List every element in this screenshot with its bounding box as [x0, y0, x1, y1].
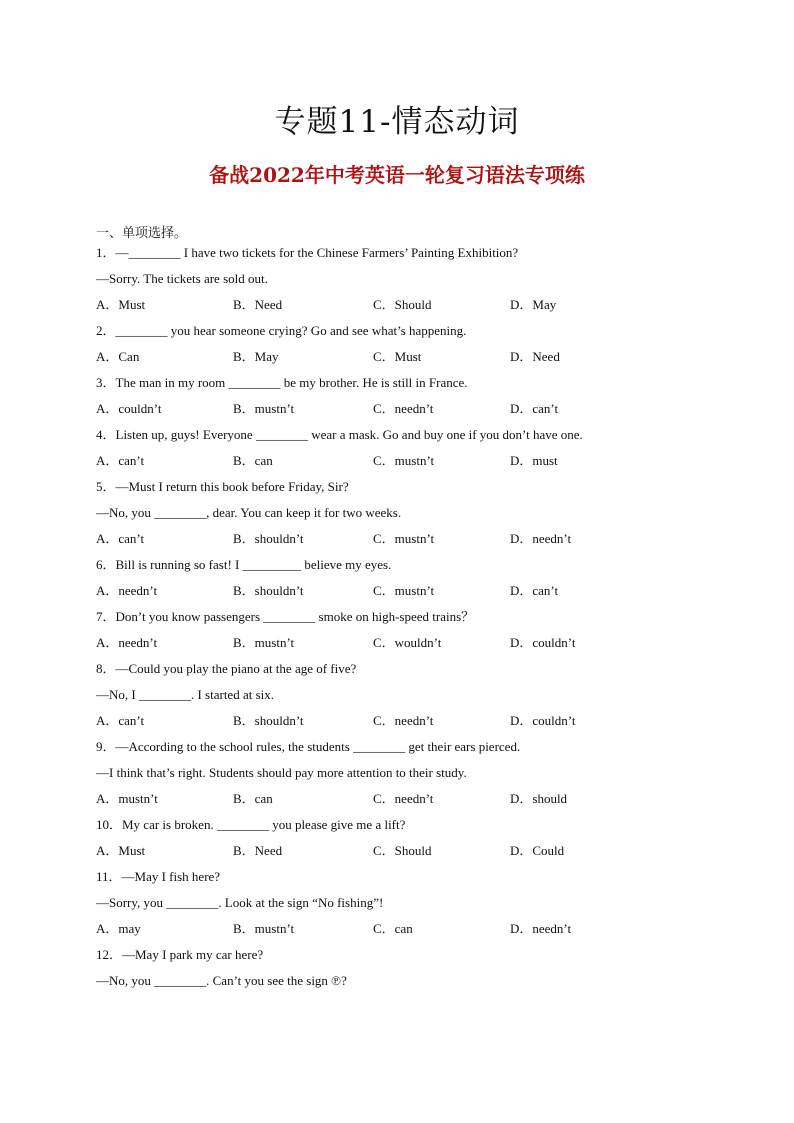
answer-option: B．shouldn’t [233, 531, 304, 546]
answer-options [96, 582, 716, 600]
answer-option: D．needn’t [510, 921, 572, 936]
answer-option: B．mustn’t [233, 635, 295, 650]
answer-option: D．can’t [510, 583, 559, 598]
answer-options [96, 348, 716, 366]
answer-option: C．mustn’t [373, 453, 435, 468]
question-item [96, 738, 716, 808]
answer-options [96, 452, 716, 470]
answer-option: C．needn’t [373, 401, 434, 416]
question-dialogue-line: —No, you ________, dear. You can keep it for two weeks. [96, 505, 402, 520]
question-item [96, 868, 716, 938]
answer-option: A．can’t [96, 453, 145, 468]
answer-options [96, 920, 716, 938]
question-text: 6．Bill is running so fast! I _________ believe my eyes. [96, 557, 392, 572]
answer-option: B．Need [233, 297, 283, 312]
answer-option: D．needn’t [510, 531, 572, 546]
answer-option: C．mustn’t [373, 531, 435, 546]
page-title: 专题11-情态动词 [274, 104, 520, 140]
answer-option: D．must [510, 453, 558, 468]
answer-option: A．Must [96, 843, 146, 858]
answer-option: A．may [96, 921, 141, 936]
question-item [96, 816, 716, 860]
answer-option: B．shouldn’t [233, 713, 304, 728]
question-item [96, 608, 716, 652]
question-item [96, 556, 716, 600]
question-text: 4．Listen up, guys! Everyone ________ wear a mask. Go and buy one if you don’t have one. [96, 427, 583, 442]
question-text: 9．—According to the school rules, the students ________ get their ears pierced. [96, 739, 521, 754]
question-text: 1．—________ I have two tickets for the Chinese Farmers’ Painting Exhibition? [96, 245, 519, 260]
answer-option: A．needn’t [96, 583, 158, 598]
answer-option: C．can [373, 921, 413, 936]
answer-option: C．wouldn’t [373, 635, 442, 650]
answer-options [96, 842, 716, 860]
answer-option: B．shouldn’t [233, 583, 304, 598]
answer-options [96, 400, 716, 418]
answer-option: A．Must [96, 297, 146, 312]
answer-option: C．Must [373, 349, 422, 364]
question-text: 8．—Could you play the piano at the age of five? [96, 661, 357, 676]
question-text: 11．—May I fish here? [96, 869, 221, 884]
answer-option: C．Should [373, 297, 432, 312]
question-text: 5．—Must I return this book before Friday, Sir? [96, 479, 349, 494]
question-item [96, 946, 716, 990]
question-dialogue-line: —No, I ________. I started at six. [96, 687, 275, 702]
question-dialogue-line: —Sorry, you ________. Look at the sign “No fishing”! [96, 895, 384, 910]
answer-option: A．can’t [96, 713, 145, 728]
question-text: 10．My car is broken. ________ you please give me a lift? [96, 817, 406, 832]
answer-option: B．can [233, 453, 273, 468]
question-item [96, 426, 716, 470]
answer-options [96, 712, 716, 730]
answer-option: A．Can [96, 349, 140, 364]
answer-option: D．couldn’t [510, 713, 576, 728]
page-subtitle: 备战2022年中考英语一轮复习语法专项练 [209, 163, 585, 187]
answer-options [96, 634, 716, 652]
answer-option: B．mustn’t [233, 921, 295, 936]
question-dialogue-line: —Sorry. The tickets are sold out. [96, 271, 268, 286]
answer-options [96, 790, 716, 808]
question-item [96, 322, 716, 366]
answer-option: A．couldn’t [96, 401, 162, 416]
answer-option: C．Should [373, 843, 432, 858]
question-item [96, 478, 716, 548]
answer-option: B．May [233, 349, 279, 364]
question-text: 2．________ you hear someone crying? Go and see what’s happening. [96, 323, 467, 338]
answer-option: D．May [510, 297, 557, 312]
question-text: 3．The man in my room ________ be my brother. He is still in France. [96, 375, 468, 390]
answer-option: D．couldn’t [510, 635, 576, 650]
question-item [96, 374, 716, 418]
answer-option: D．Need [510, 349, 560, 364]
answer-options [96, 296, 716, 314]
answer-option: B．Need [233, 843, 283, 858]
question-text: 12．—May I park my car here? [96, 947, 264, 962]
answer-option: C．needn’t [373, 713, 434, 728]
question-item [96, 244, 716, 314]
question-list [96, 224, 716, 990]
question-dialogue-line: —I think that’s right. Students should pay more attention to their study. [96, 765, 467, 780]
question-item [96, 660, 716, 730]
answer-option: A．needn’t [96, 635, 158, 650]
answer-option: A．mustn’t [96, 791, 158, 806]
answer-option: D．should [510, 791, 568, 806]
answer-options [96, 530, 716, 548]
answer-option: B．can [233, 791, 273, 806]
question-dialogue-line: —No, you ________. Can’t you see the sign ℗? [96, 973, 347, 988]
answer-option: B．mustn’t [233, 401, 295, 416]
answer-option: D．can’t [510, 401, 559, 416]
answer-option: C．needn’t [373, 791, 434, 806]
answer-option: A．can’t [96, 531, 145, 546]
answer-option: D．Could [510, 843, 565, 858]
answer-option: C．mustn’t [373, 583, 435, 598]
question-text: 7．Don’t you know passengers ________ smoke on high-speed trains？ [96, 609, 475, 624]
section-heading: 一、单项选择。 [96, 225, 188, 240]
